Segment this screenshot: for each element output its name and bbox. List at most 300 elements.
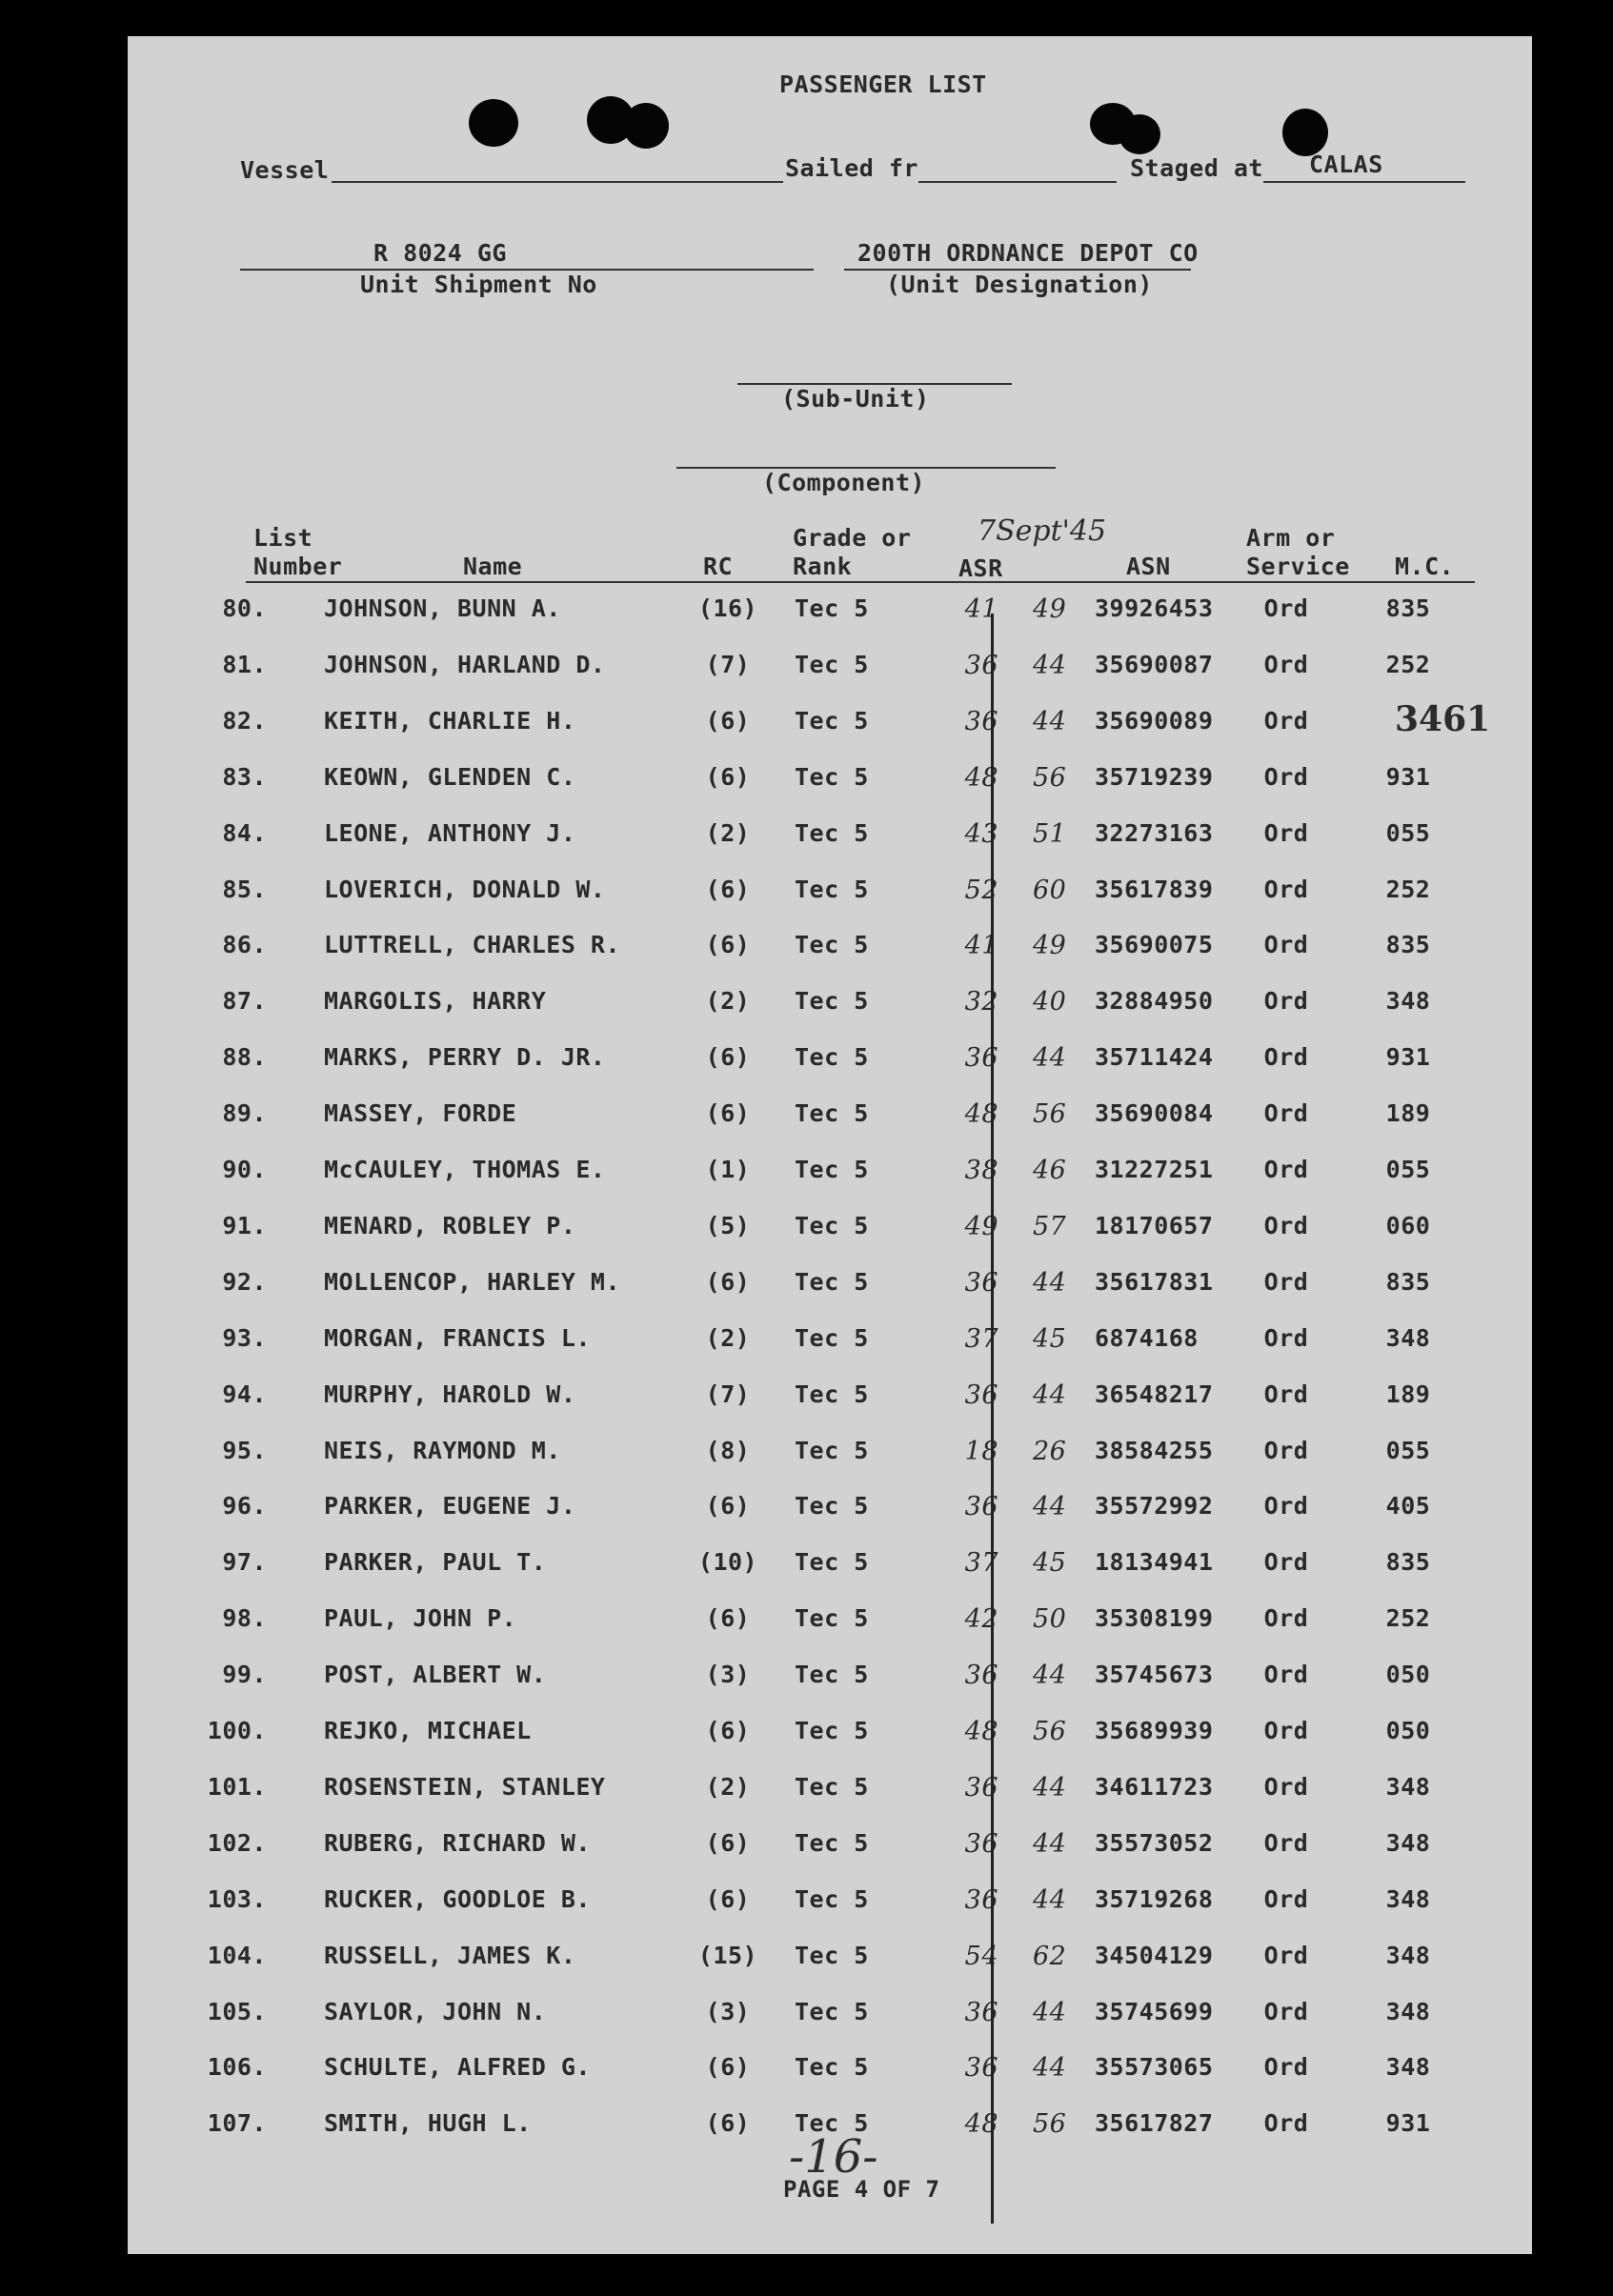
asn-number: 35719268 [1095,1884,1214,1913]
mc-code: 348 [1385,987,1431,1016]
arm-service: Ord [1263,2053,1309,2082]
grade-rank: Tec 5 [795,1548,869,1577]
mc-code: 835 [1385,1267,1431,1296]
asn-number: 35573065 [1095,2053,1214,2082]
arm-service: Ord [1263,762,1309,791]
asr-handwritten-update: 40 [1033,987,1067,1017]
grade-rank: Tec 5 [795,1156,869,1183]
rc-code: (15) [697,1941,758,1969]
table-row [128,931,1532,986]
list-number: 95. [222,1436,267,1464]
asr-handwritten-update: 44 [1033,1492,1067,1522]
asr-handwritten-update: 44 [1033,650,1067,680]
asr-handwritten-update: 44 [1033,1997,1067,2027]
passenger-name: SCHULTE, ALFRED G. [324,2053,591,2082]
asr-score: 18 [964,1436,998,1466]
list-number: 100. [207,1717,267,1744]
asr-handwritten-update: 56 [1033,2109,1067,2140]
passenger-name: MASSEY, FORDE [324,1099,517,1128]
rc-code: (6) [705,1828,751,1857]
asr-score: 48 [964,762,998,793]
grade-rank: Tec 5 [795,1661,869,1689]
grade-rank: Tec 5 [795,1492,869,1521]
table-row [128,1717,1532,1772]
list-number: 80. [222,594,267,622]
asr-score: 38 [964,1156,998,1185]
rc-code: (1) [705,1156,751,1183]
handwritten-side-code: 3461 [1395,699,1491,739]
table-row [128,876,1532,931]
staged-at-line [1263,181,1465,183]
asr-handwritten-update: 49 [1033,594,1067,624]
table-row [128,1156,1532,1211]
asn-number: 35689939 [1095,1717,1214,1744]
arm-service: Ord [1263,1717,1309,1744]
arm-service: Ord [1263,594,1309,622]
asn-number: 36548217 [1095,1380,1214,1408]
asr-score: 43 [964,818,998,849]
passenger-list-document [128,36,1532,2254]
mc-code: 931 [1385,1043,1431,1072]
table-row [128,1268,1532,1323]
list-number: 81. [222,650,267,678]
vessel-label: Vessel [240,156,330,184]
passenger-name: SMITH, HUGH L. [324,2109,532,2138]
list-number: 93. [222,1323,267,1352]
grade-rank: Tec 5 [795,650,869,678]
grade-rank: Tec 5 [795,594,869,622]
grade-rank: Tec 5 [795,762,869,791]
grade-rank: Tec 5 [795,1772,869,1801]
asr-handwritten-update: 44 [1033,1267,1067,1298]
asr-score: 42 [964,1604,998,1635]
list-number: 102. [207,1828,267,1857]
table-row [128,1212,1532,1267]
arm-service: Ord [1263,1661,1309,1689]
asr-handwritten-update: 50 [1033,1604,1067,1635]
grade-rank: Tec 5 [795,1323,869,1352]
asr-handwritten-update: 51 [1033,818,1067,849]
table-row [128,1437,1532,1492]
unit-designation-label: (Unit Designation) [886,271,1153,298]
asr-score: 48 [964,1099,998,1130]
grade-rank: Tec 5 [795,818,869,847]
asn-number: 35745699 [1095,1997,1214,2025]
table-row [128,1043,1532,1098]
list-number: 85. [222,875,267,903]
mc-code: 835 [1385,594,1431,622]
passenger-name: MURPHY, HAROLD W. [324,1380,576,1408]
rc-code: (3) [705,1661,751,1689]
rc-code: (6) [705,1043,751,1072]
arm-service: Ord [1263,1156,1309,1183]
mc-code: 348 [1385,1941,1431,1969]
arm-service: Ord [1263,1099,1309,1128]
table-row [128,1324,1532,1380]
rc-code: (2) [705,1772,751,1801]
passenger-name: RUBERG, RICHARD W. [324,1828,591,1857]
header-underline [246,581,1475,583]
rc-code: (5) [705,1211,751,1239]
mc-code: 050 [1385,1661,1431,1689]
asr-handwritten-update: 56 [1033,1099,1067,1130]
arm-service: Ord [1263,706,1309,735]
table-row [128,1829,1532,1884]
grade-rank: Tec 5 [795,706,869,735]
passenger-name: MOLLENCOP, HARLEY M. [324,1267,621,1296]
grade-rank: Tec 5 [795,1267,869,1296]
arm-service: Ord [1263,1436,1309,1464]
grade-rank: Tec 5 [795,1717,869,1744]
asr-score: 52 [964,875,998,905]
arm-service: Ord [1263,2109,1309,2138]
mc-code: 055 [1385,1436,1431,1464]
arm-service: Ord [1263,818,1309,847]
passenger-name: LEONE, ANTHONY J. [324,818,576,847]
grade-rank: Tec 5 [795,1211,869,1239]
table-row [128,1942,1532,1997]
mc-code: 055 [1385,818,1431,847]
col-grade-header-1: Grade or [793,524,912,552]
asn-number: 32273163 [1095,818,1214,847]
mc-code: 348 [1385,1323,1431,1352]
asn-number: 18134941 [1095,1548,1214,1577]
asr-handwritten-update: 44 [1033,706,1067,736]
asr-score: 36 [964,1267,998,1298]
table-row [128,1604,1532,1660]
table-row [128,1548,1532,1603]
arm-service: Ord [1263,1604,1309,1633]
handwritten-page-note: -16- [789,2130,878,2184]
grade-rank: Tec 5 [795,1941,869,1969]
mc-code: 055 [1385,1156,1431,1183]
passenger-name: NEIS, RAYMOND M. [324,1436,561,1464]
grade-rank: Tec 5 [795,987,869,1016]
punch-hole [1282,109,1328,156]
asn-number: 35308199 [1095,1604,1214,1633]
col-asr-header: ASR [958,554,1003,582]
asn-number: 31227251 [1095,1156,1214,1183]
mc-code: 348 [1385,1997,1431,2025]
arm-service: Ord [1263,1267,1309,1296]
staged-at-label: Staged at [1130,154,1263,182]
passenger-name: MENARD, ROBLEY P. [324,1211,576,1239]
handwritten-column-line [991,614,994,2224]
asr-score: 36 [964,1884,998,1915]
passenger-name: JOHNSON, BUNN A. [324,594,561,622]
unit-shipment-label: Unit Shipment No [360,271,597,298]
grade-rank: Tec 5 [795,2053,869,2082]
asn-number: 34504129 [1095,1941,1214,1969]
col-rc-header: RC [703,553,734,580]
rc-code: (6) [705,2053,751,2082]
asn-number: 39926453 [1095,594,1214,622]
col-mc-header: M.C. [1395,553,1455,580]
asn-number: 35690087 [1095,650,1214,678]
col-arm-header-1: Arm or [1246,524,1336,552]
table-row [128,763,1532,818]
asr-handwritten-update: 62 [1033,1941,1067,1971]
punch-hole [623,103,669,149]
rc-code: (6) [705,1099,751,1128]
arm-service: Ord [1263,1828,1309,1857]
list-number: 83. [222,762,267,791]
unit-shipment-number: R 8024 GG [373,239,507,267]
mc-code: 835 [1385,1548,1431,1577]
asr-handwritten-update: 46 [1033,1156,1067,1185]
asr-score: 32 [964,987,998,1017]
asr-score: 36 [964,1492,998,1522]
arm-service: Ord [1263,931,1309,959]
passenger-name: ROSENSTEIN, STANLEY [324,1772,606,1801]
rc-code: (6) [705,1492,751,1521]
asn-number: 35711424 [1095,1043,1214,1072]
sailed-from-label: Sailed fr [785,154,918,182]
mc-code: 252 [1385,1604,1431,1633]
rc-code: (3) [705,1997,751,2025]
asr-score: 36 [964,1380,998,1410]
sailed-from-blank-line [918,181,1117,183]
table-row [128,1998,1532,2053]
handwritten-date-note: 7Sept'45 [978,514,1107,548]
list-number: 104. [207,1941,267,1969]
table-row [128,1492,1532,1547]
subunit-label: (Sub-Unit) [781,385,930,413]
list-number: 96. [222,1492,267,1521]
list-number: 82. [222,706,267,735]
asr-score: 36 [964,650,998,680]
arm-service: Ord [1263,1997,1309,2025]
asr-score: 37 [964,1323,998,1354]
asn-number: 35573052 [1095,1828,1214,1857]
rc-code: (8) [705,1436,751,1464]
grade-rank: Tec 5 [795,1828,869,1857]
asr-handwritten-update: 56 [1033,1717,1067,1746]
mc-code: 189 [1385,1380,1431,1408]
rc-code: (6) [705,762,751,791]
table-row [128,819,1532,875]
table-row [128,987,1532,1042]
mc-code: 060 [1385,1211,1431,1239]
asn-number: 18170657 [1095,1211,1214,1239]
asr-handwritten-update: 44 [1033,1828,1067,1859]
asr-handwritten-update: 26 [1033,1436,1067,1466]
list-number: 105. [207,1997,267,2025]
col-list-number-header-1: List [253,524,313,552]
mc-code: 189 [1385,1099,1431,1128]
table-row [128,594,1532,650]
grade-rank: Tec 5 [795,1099,869,1128]
asr-score: 48 [964,1717,998,1746]
page-number: PAGE 4 OF 7 [783,2176,940,2203]
rc-code: (6) [705,1717,751,1744]
list-number: 90. [222,1156,267,1183]
asr-handwritten-update: 45 [1033,1548,1067,1579]
asr-score: 36 [964,1043,998,1074]
mc-code: 252 [1385,875,1431,903]
vessel-blank-line [332,181,783,183]
passenger-name: PARKER, EUGENE J. [324,1492,576,1521]
asr-handwritten-update: 60 [1033,875,1067,905]
table-row [128,707,1532,762]
asr-score: 49 [964,1211,998,1241]
mc-code: 931 [1385,762,1431,791]
asr-handwritten-update: 44 [1033,1772,1067,1803]
arm-service: Ord [1263,1492,1309,1521]
rc-code: (16) [697,594,758,622]
passenger-name: REJKO, MICHAEL [324,1717,532,1744]
grade-rank: Tec 5 [795,931,869,959]
asn-number: 35690089 [1095,706,1214,735]
passenger-name: SAYLOR, JOHN N. [324,1997,547,2025]
arm-service: Ord [1263,650,1309,678]
asr-score: 36 [964,1661,998,1691]
list-number: 91. [222,1211,267,1239]
asn-number: 35617839 [1095,875,1214,903]
col-arm-header-2: Service [1246,553,1350,580]
mc-code: 405 [1385,1492,1431,1521]
list-number: 92. [222,1267,267,1296]
asr-handwritten-update: 44 [1033,1661,1067,1691]
arm-service: Ord [1263,1941,1309,1969]
col-list-number-header-2: Number [253,553,343,580]
list-number: 84. [222,818,267,847]
asr-handwritten-update: 56 [1033,762,1067,793]
arm-service: Ord [1263,1548,1309,1577]
component-label: (Component) [762,469,926,496]
asr-handwritten-update: 45 [1033,1323,1067,1354]
asr-handwritten-update: 44 [1033,1884,1067,1915]
table-row [128,1380,1532,1436]
punch-hole [469,99,518,147]
list-number: 103. [207,1884,267,1913]
mc-code: 835 [1385,931,1431,959]
passenger-name: JOHNSON, HARLAND D. [324,650,606,678]
asr-score: 36 [964,1828,998,1859]
mc-code: 348 [1385,1828,1431,1857]
mc-code: 348 [1385,2053,1431,2082]
grade-rank: Tec 5 [795,1043,869,1072]
asn-number: 35617827 [1095,2109,1214,2138]
list-number: 94. [222,1380,267,1408]
asr-score: 36 [964,706,998,736]
list-number: 87. [222,987,267,1016]
col-asn-header: ASN [1126,553,1171,580]
asr-handwritten-update: 44 [1033,1380,1067,1410]
punch-hole [1119,114,1160,154]
grade-rank: Tec 5 [795,1436,869,1464]
mc-code: 348 [1385,1772,1431,1801]
passenger-name: KEITH, CHARLIE H. [324,706,576,735]
rc-code: (2) [705,1323,751,1352]
rc-code: (6) [705,1604,751,1633]
staged-at-value: CALAS [1309,151,1383,178]
rc-code: (7) [705,1380,751,1408]
grade-rank: Tec 5 [795,2109,869,2138]
asr-score: 48 [964,2109,998,2140]
asr-score: 37 [964,1548,998,1579]
rc-code: (6) [705,1267,751,1296]
asn-number: 32884950 [1095,987,1214,1016]
grade-rank: Tec 5 [795,875,869,903]
document-title: PASSENGER LIST [779,70,987,98]
asr-handwritten-update: 49 [1033,931,1067,961]
grade-rank: Tec 5 [795,1604,869,1633]
rc-code: (6) [705,2109,751,2138]
arm-service: Ord [1263,1772,1309,1801]
asr-handwritten-update: 44 [1033,2053,1067,2084]
rc-code: (7) [705,650,751,678]
asn-number: 35745673 [1095,1661,1214,1689]
mc-code: 252 [1385,650,1431,678]
asr-score: 36 [964,1997,998,2027]
list-number: 101. [207,1772,267,1801]
list-number: 97. [222,1548,267,1577]
rc-code: (2) [705,987,751,1016]
table-row [128,2053,1532,2108]
asn-number: 35617831 [1095,1267,1214,1296]
list-number: 106. [207,2053,267,2082]
asn-number: 34611723 [1095,1772,1214,1801]
asn-number: 35719239 [1095,762,1214,791]
table-row [128,1885,1532,1941]
passenger-name: MARGOLIS, HARRY [324,987,547,1016]
asn-number: 35572992 [1095,1492,1214,1521]
rc-code: (6) [705,875,751,903]
mc-code: 931 [1385,2109,1431,2138]
list-number: 107. [207,2109,267,2138]
passenger-name: POST, ALBERT W. [324,1661,547,1689]
asr-score: 41 [964,931,998,961]
grade-rank: Tec 5 [795,1884,869,1913]
rc-code: (2) [705,818,751,847]
rc-code: (6) [705,706,751,735]
mc-code: 348 [1385,1884,1431,1913]
arm-service: Ord [1263,1323,1309,1352]
asn-number: 38584255 [1095,1436,1214,1464]
asr-score: 41 [964,594,998,624]
asr-score: 54 [964,1941,998,1971]
arm-service: Ord [1263,1043,1309,1072]
passenger-name: PARKER, PAUL T. [324,1548,547,1577]
rc-code: (6) [705,1884,751,1913]
passenger-name: KEOWN, GLENDEN C. [324,762,576,791]
passenger-name: MARKS, PERRY D. JR. [324,1043,606,1072]
passenger-name: McCAULEY, THOMAS E. [324,1156,606,1183]
mc-code: 050 [1385,1717,1431,1744]
list-number: 99. [222,1661,267,1689]
grade-rank: Tec 5 [795,1380,869,1408]
asr-score: 36 [964,1772,998,1803]
arm-service: Ord [1263,1211,1309,1239]
passenger-name: RUSSELL, JAMES K. [324,1941,576,1969]
asr-handwritten-update: 57 [1033,1211,1067,1241]
rc-code: (10) [697,1548,758,1577]
list-number: 88. [222,1043,267,1072]
asr-handwritten-update: 44 [1033,1043,1067,1074]
col-name-header: Name [463,553,523,580]
passenger-name: LOVERICH, DONALD W. [324,875,606,903]
asn-number: 35690084 [1095,1099,1214,1128]
arm-service: Ord [1263,1380,1309,1408]
col-grade-header-2: Rank [793,553,853,580]
rc-code: (6) [705,931,751,959]
list-number: 86. [222,931,267,959]
passenger-name: RUCKER, GOODLOE B. [324,1884,591,1913]
grade-rank: Tec 5 [795,1997,869,2025]
arm-service: Ord [1263,1884,1309,1913]
table-row [128,1773,1532,1828]
